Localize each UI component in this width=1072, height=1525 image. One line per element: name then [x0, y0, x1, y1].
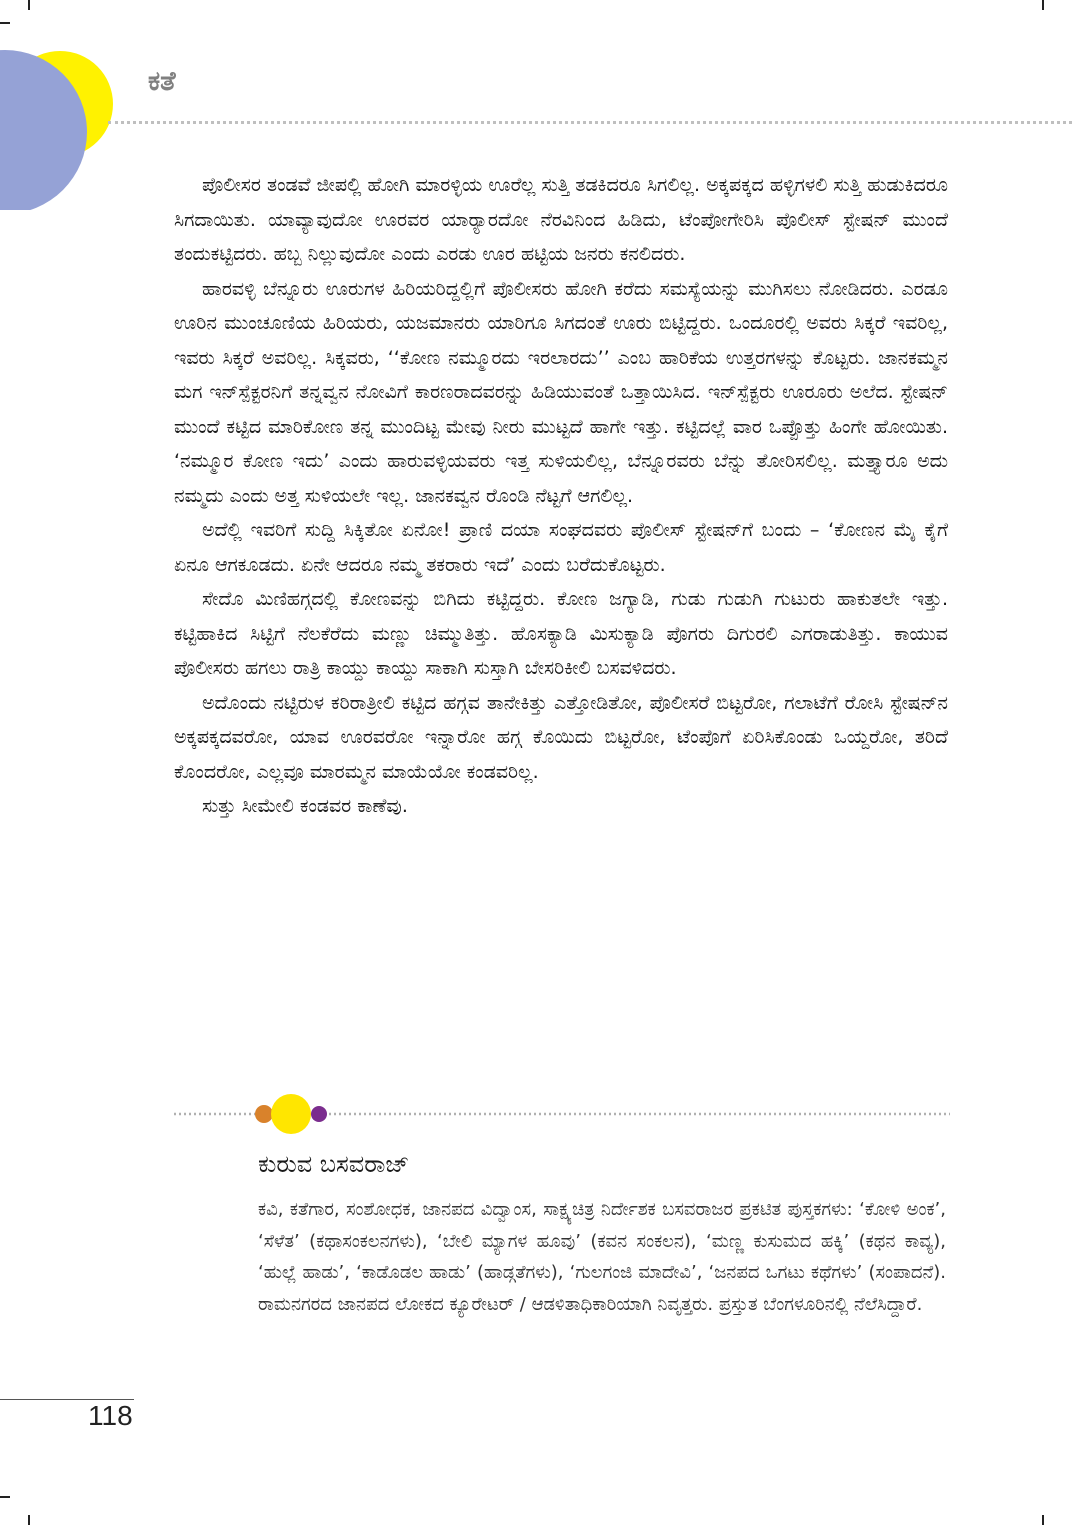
story-paragraph: ಹಾರವಳ್ಳಿ ಬೆನ್ನೂರು ಊರುಗಳ ಹಿರಿಯರಿದ್ದಲ್ಲಿಗೆ ಪೊಲೀಸರು ಹೋಗಿ ಕರೆದು ಸಮಸ್ಯೆಯನ್ನು ಮುಗಿಸಲು ನೋಡಿದರು. ಎರಡೂ ಊರಿನ ಮುಂಚೂಣಿಯ ಹಿರಿಯರು, ಯಜಮಾನರು ಯಾರಿಗೂ ಸಿಗದಂತೆ ಊರು ಬಿಟ್ಟಿದ್ದರು. ಒಂದೂರಲ್ಲಿ ಅವರು ಸಿಕ್ಕರೆ ಇವರಿಲ್ಲ, ಇವರು ಸಿಕ್ಕರೆ ಅವರಿಲ್ಲ. ಸಿಕ್ಕವರು, ‘‘ಕೋಣ ನಮ್ಮೂರದು ಇರಲಾರದು’’ ಎಂಬ ಹಾರಿಕೆಯ ಉತ್ತರಗಳನ್ನು ಕೊಟ್ಟರು. ಜಾನಕಮ್ಮನ ಮಗ ಇನ್‌ಸ್ಪೆಕ್ಟರನಿಗೆ ತನ್ನವ್ವನ ನೋವಿಗೆ ಕಾರಣರಾದವರನ್ನು ಹಿಡಿಯುವಂತೆ ಒತ್ತಾಯಿಸಿದ. ಇನ್‌ಸ್ಪೆಕ್ಟರು ಊರೂರು ಅಲೆದ. ಸ್ಟೇಷನ್ ಮುಂದೆ ಕಟ್ಟಿದ ಮಾರಿಕೋಣ ತನ್ನ ಮುಂದಿಟ್ಟ ಮೇವು ನೀರು ಮುಟ್ಟದೆ ಹಾಗೇ ಇತ್ತು. ಕಟ್ಟಿದಲ್ಲೆ ವಾರ ಒಪ್ಪೊತ್ತು ಹಿಂಗೇ ಹೋಯಿತು. ‘ನಮ್ಮೂರ ಕೋಣ ಇದು’ ಎಂದು ಹಾರುವಳ್ಳಿಯವರು ಇತ್ತ ಸುಳಿಯಲಿಲ್ಲ, ಬೆನ್ನೂರವರು ಬೆನ್ನು ತೋರಿಸಲಿಲ್ಲ. ಮತ್ತ್ಯಾರೂ ಅದು ನಮ್ಮದು ಎಂದು ಅತ್ತ ಸುಳಿಯಲೇ ಇಲ್ಲ. ಜಾನಕವ್ವನ ರೊಂಡಿ ನೆಟ್ಟಗೆ ಆಗಲಿಲ್ಲ. [174, 277, 949, 507]
crop-mark-bottom-left [28, 1515, 30, 1525]
story-paragraph: ಸೇದೊ ಮಿಣಿಹಗ್ಗದಲ್ಲಿ ಕೋಣವನ್ನು ಬಿಗಿದು ಕಟ್ಟಿದ್ದರು. ಕೋಣ ಜಗ್ಯಾಡಿ, ಗುಡು ಗುಡುಗಿ ಗುಟುರು ಹಾಕುತಲೇ ಇತ್ತು. ಕಟ್ಟಿಹಾಕಿದ ಸಿಟ್ಟಿಗೆ ನೆಲಕೆರೆದು ಮಣ್ಣು ಚಿಮ್ಮುತಿತ್ತು. ಹೊಸಕ್ಯಾಡಿ ಮಿಸುಕ್ಯಾಡಿ ಪೊಗರು ದಿಗುರಲಿ ಎಗರಾಡುತಿತ್ತು. ಕಾಯುವ ಪೊಲೀಸರು ಹಗಲು ರಾತ್ರಿ ಕಾಯ್ದು ಕಾಯ್ದು ಸಾಕಾಗಿ ಸುಸ್ತಾಗಿ ಬೇಸರಿಕೀಲಿ ಬಸವಳಿದರು. [174, 588, 948, 679]
orange-dot [255, 1105, 273, 1123]
yellow-dot [271, 1094, 311, 1134]
crop-mark-bottom-right [1042, 1515, 1044, 1525]
decorative-circles [0, 0, 130, 210]
story-paragraph: ಅದೆಲ್ಲಿ ಇವರಿಗೆ ಸುದ್ದಿ ಸಿಕ್ಕಿತೋ ಏನೋ! ಪ್ರಾಣಿ ದಯಾ ಸಂಘದವರು ಪೊಲೀಸ್ ಸ್ಟೇಷನ್‌ಗೆ ಬಂದು – ‘ಕೋಣನ ಮೈ ಕೈಗೆ ಏನೂ ಆಗಕೂಡದು. ಏನೇ ಆದರೂ ನಮ್ಮ ತಕರಾರು ಇದೆ’ ಎಂದು ಬರೆದುಕೊಟ್ಟರು. [174, 519, 948, 576]
crop-mark-top-right [1042, 0, 1044, 10]
author-bio: ಕವಿ, ಕತೆಗಾರ, ಸಂಶೋಧಕ, ಜಾನಪದ ವಿದ್ವಾಂಸ, ಸಾಕ್ಷ್ಯಚಿತ್ರ ನಿರ್ದೇಶಕ ಬಸವರಾಜರ ಪ್ರಕಟಿತ ಪುಸ್ತಕಗಳು: ‘ಕೋಳಿ ಅಂಕ’, ‘ಸೆಳೆತ’ (ಕಥಾಸಂಕಲನಗಳು), ‘ಬೇಲಿ ಮ್ಯಾಗಳ ಹೂವು’ (ಕವನ ಸಂಕಲನ), ‘ಮಣ್ಣ ಕುಸುಮದ ಹಕ್ಕಿ’ (ಕಥನ ಕಾವ್ಯ), ‘ಹುಲ್ಲೆ ಹಾಡು’, ‘ಕಾಡೊಡಲ ಹಾಡು’ (ಹಾಡ್ಗತೆಗಳು), ‘ಗುಲಗಂಜಿ ಮಾದೇವಿ’, ‘ಜನಪದ ಒಗಟು ಕಥೆಗಳು’ (ಸಂಪಾದನೆ). ರಾಮನಗರದ ಜಾನಪದ ಲೋಕದ ಕ್ಯೂರೇಟರ್ / ಆಡಳಿತಾಧಿಕಾರಿಯಾಗಿ ನಿವೃತ್ತರು. ಪ್ರಸ್ತುತ ಬೆಂಗಳೂರಿನಲ್ಲಿ ನೆಲೆಸಿದ್ದಾರೆ. [258, 1199, 946, 1315]
header-dotted-rule [108, 121, 1072, 124]
purple-dot [311, 1106, 327, 1122]
crop-mark-left-lower [0, 1496, 10, 1498]
story-paragraph: ಸುತ್ತು ಸೀಮೇಲಿ ಕಂಡವರ ಕಾಣೆವು. [202, 795, 408, 817]
page-number: 118 [88, 1400, 133, 1431]
story-body [174, 168, 948, 824]
author-divider [174, 1092, 950, 1136]
author-name: ಕುರುವ ಬಸವರಾಜ್ [258, 1150, 410, 1178]
section-label: ಕತೆ [148, 66, 176, 97]
story-paragraph: ಅದೊಂದು ನಟ್ಟಿರುಳ ಕರಿರಾತ್ರೀಲಿ ಕಟ್ಟಿದ ಹಗ್ಗವ ತಾನೇಕಿತ್ತು ಎತ್ತೋಡಿತೋ, ಪೊಲೀಸರೆ ಬಿಟ್ಟರೋ, ಗಲಾಟೆಗೆ ರೋಸಿ ಸ್ಟೇಷನ್‌ನ ಅಕ್ಕಪಕ್ಕದವರೋ, ಯಾವ ಊರವರೋ ಇನ್ನಾರೋ ಹಗ್ಗ ಕೊಯಿದು ಬಿಟ್ಟರೋ, ಟೆಂಪೊಗೆ ಏರಿಸಿಕೊಂಡು ಒಯ್ದರೋ, ತರಿದೆ ಕೊಂದರೋ, ಎಲ್ಲವೂ ಮಾರಮ್ಮನ ಮಾಯೆಯೋ ಕಂಡವರಿಲ್ಲ. [174, 691, 948, 783]
story-paragraph: ಪೊಲೀಸರ ತಂಡವೆ ಜೀಪಲ್ಲಿ ಹೋಗಿ ಮಾರಳ್ಳಿಯ ಊರೆಲ್ಲ ಸುತ್ತಿ ತಡಕಿದರೂ ಸಿಗಲಿಲ್ಲ. ಅಕ್ಕಪಕ್ಕದ ಹಳ್ಳಿಗಳಲಿ ಸುತ್ತಿ ಹುಡುಕಿದರೂ ಸಿಗದಾಯಿತು. ಯಾವ್ಯಾವುದೋ ಊರವರ ಯಾರ್‍ಯಾರದೋ ನೆರವಿನಿಂದ ಹಿಡಿದು, ಟೆಂಪೋಗೇರಿಸಿ ಪೊಲೀಸ್ ಸ್ಟೇಷನ್ ಮುಂದೆ ತಂದುಕಟ್ಟಿದರು. ಹಬ್ಬ ನಿಲ್ಲುವುದೋ ಎಂದು ಎರಡು ಊರ ಹಟ್ಟಿಯ ಜನರು ಕನಲಿದರು. [174, 174, 948, 265]
